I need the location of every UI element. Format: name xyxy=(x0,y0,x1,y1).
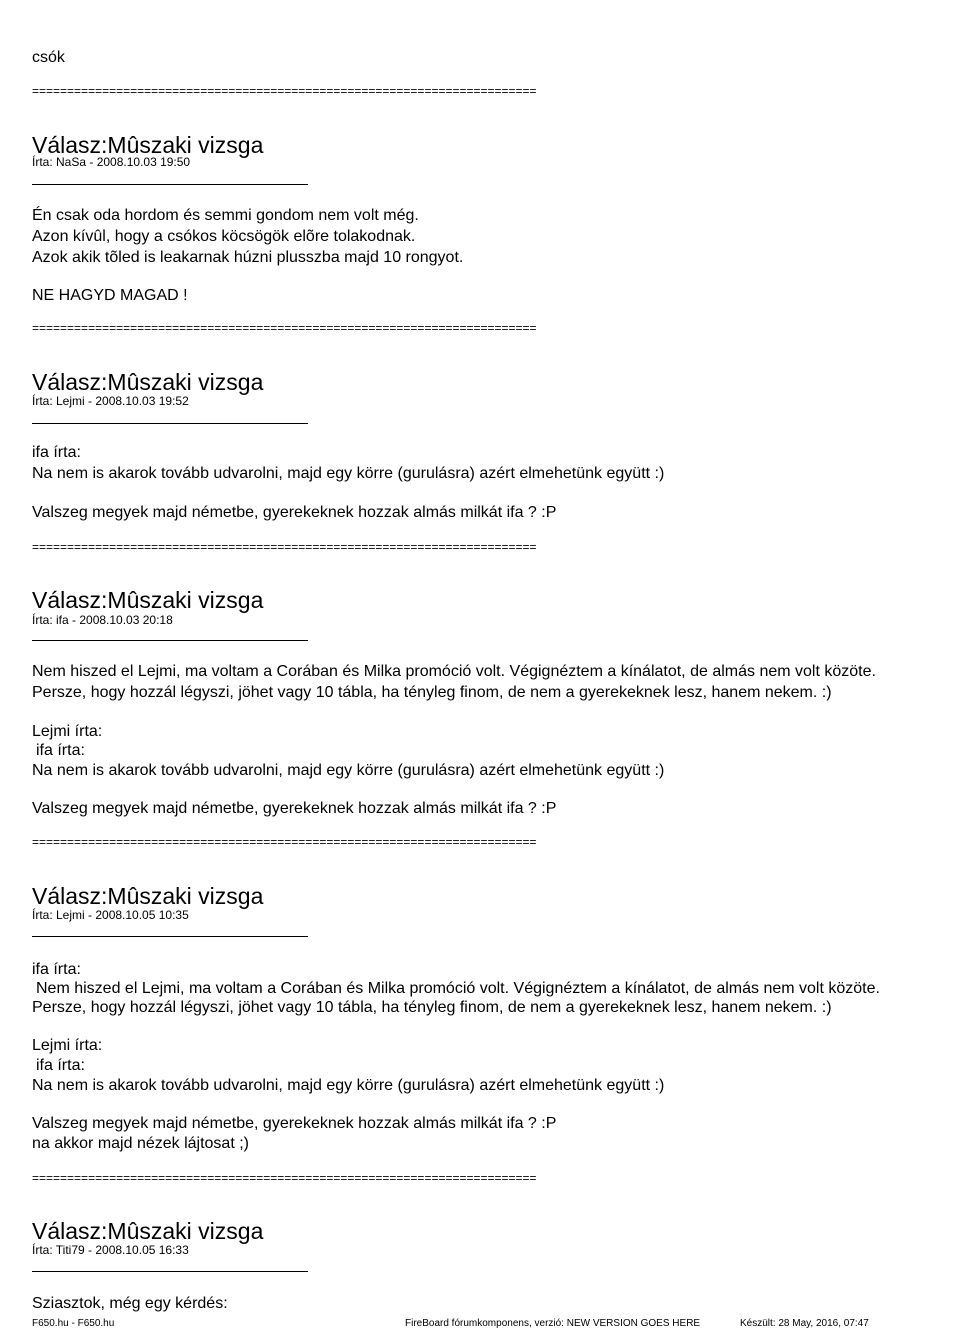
post-divider xyxy=(32,184,308,185)
post-line: Nem hiszed el Lejmi, ma voltam a Corában és Milka promóció volt. Végignéztem a kínálatot, de almás nem volt közöte. xyxy=(32,663,876,680)
post-meta: Írta: ifa - 2008.10.03 20:18 xyxy=(32,613,173,627)
post-line: Sziasztok, még egy kérdés: xyxy=(32,1295,228,1312)
post-meta: Írta: NaSa - 2008.10.03 19:50 xyxy=(32,155,191,169)
separator: ======================================================================== xyxy=(32,835,537,849)
post-title: Válasz:Mûszaki vizsga xyxy=(32,587,264,613)
separator: ======================================================================== xyxy=(32,540,537,554)
separator: ======================================================================== xyxy=(32,1171,537,1185)
post-line: Valszeg megyek majd németbe, gyerekeknek hozzak almás milkát ifa ? :P xyxy=(32,504,557,521)
quote-header: ifa írta: xyxy=(32,961,81,978)
quote-header: ifa írta: xyxy=(32,444,81,461)
post-title: Válasz:Mûszaki vizsga xyxy=(32,369,264,395)
nested-quote-header: ifa írta: xyxy=(36,1057,85,1074)
post-divider xyxy=(32,1271,308,1272)
post-line: Azon kívûl, hogy a csókos köcsögök elõre tolakodnak. xyxy=(32,228,416,245)
post-title: Válasz:Mûszaki vizsga xyxy=(32,1218,264,1244)
post-line: Azok akik tõled is leakarnak húzni plusszba majd 10 rongyot. xyxy=(32,249,464,266)
post-title: Válasz:Mûszaki vizsga xyxy=(32,132,264,158)
intro-text: csók xyxy=(32,49,65,66)
quote-text: Na nem is akarok tovább udvarolni, majd egy körre (gurulásra) azért elmehetünk együtt :) xyxy=(32,762,665,779)
nested-quote-header: ifa írta: xyxy=(36,742,85,759)
post-meta: Írta: Titi79 - 2008.10.05 16:33 xyxy=(32,1243,189,1257)
post-meta: Írta: Lejmi - 2008.10.03 19:52 xyxy=(32,394,189,408)
post-line: na akkor majd nézek lájtosat ;) xyxy=(32,1135,249,1152)
post-line: Én csak oda hordom és semmi gondom nem volt még. xyxy=(32,207,419,224)
post-divider xyxy=(32,640,308,641)
post-meta: Írta: Lejmi - 2008.10.05 10:35 xyxy=(32,908,189,922)
quote-text: Na nem is akarok tovább udvarolni, majd egy körre (gurulásra) azért elmehetünk együtt :) xyxy=(32,1077,665,1094)
footer-component: FireBoard fórumkomponens, verzió: NEW VERSION GOES HERE xyxy=(405,1318,701,1329)
quote-text: Valszeg megyek majd németbe, gyerekeknek hozzak almás milkát ifa ? :P xyxy=(32,800,557,817)
quote-text: Na nem is akarok tovább udvarolni, majd egy körre (gurulásra) azért elmehetünk együtt :) xyxy=(32,465,665,482)
quote-header: Lejmi írta: xyxy=(32,723,103,740)
separator: ======================================================================== xyxy=(32,84,537,98)
nested-quote-header: Lejmi írta: xyxy=(32,1037,103,1054)
post-divider xyxy=(32,936,308,937)
post-line: Persze, hogy hozzál légyszi, jöhet vagy 10 tábla, ha tényleg finom, de nem a gyerekeknek lesz, hanem nekem. :) xyxy=(32,684,832,701)
quote-text: Valszeg megyek majd németbe, gyerekeknek hozzak almás milkát ifa ? :P xyxy=(32,1115,557,1132)
quote-text: Nem hiszed el Lejmi, ma voltam a Corában és Milka promóció volt. Végignéztem a kínálatot, de almás nem volt közöte. xyxy=(36,980,880,997)
post-title: Válasz:Mûszaki vizsga xyxy=(32,883,264,909)
post-divider xyxy=(32,423,308,424)
separator: ======================================================================== xyxy=(32,321,537,335)
footer-site: F650.hu - F650.hu xyxy=(32,1318,115,1329)
footer-date: Készült: 28 May, 2016, 07:47 xyxy=(740,1318,869,1329)
post-line: NE HAGYD MAGAD ! xyxy=(32,287,188,304)
quote-text: Persze, hogy hozzál légyszi, jöhet vagy 10 tábla, ha tényleg finom, de nem a gyerekeknek lesz, hanem nekem. :) xyxy=(32,999,832,1016)
